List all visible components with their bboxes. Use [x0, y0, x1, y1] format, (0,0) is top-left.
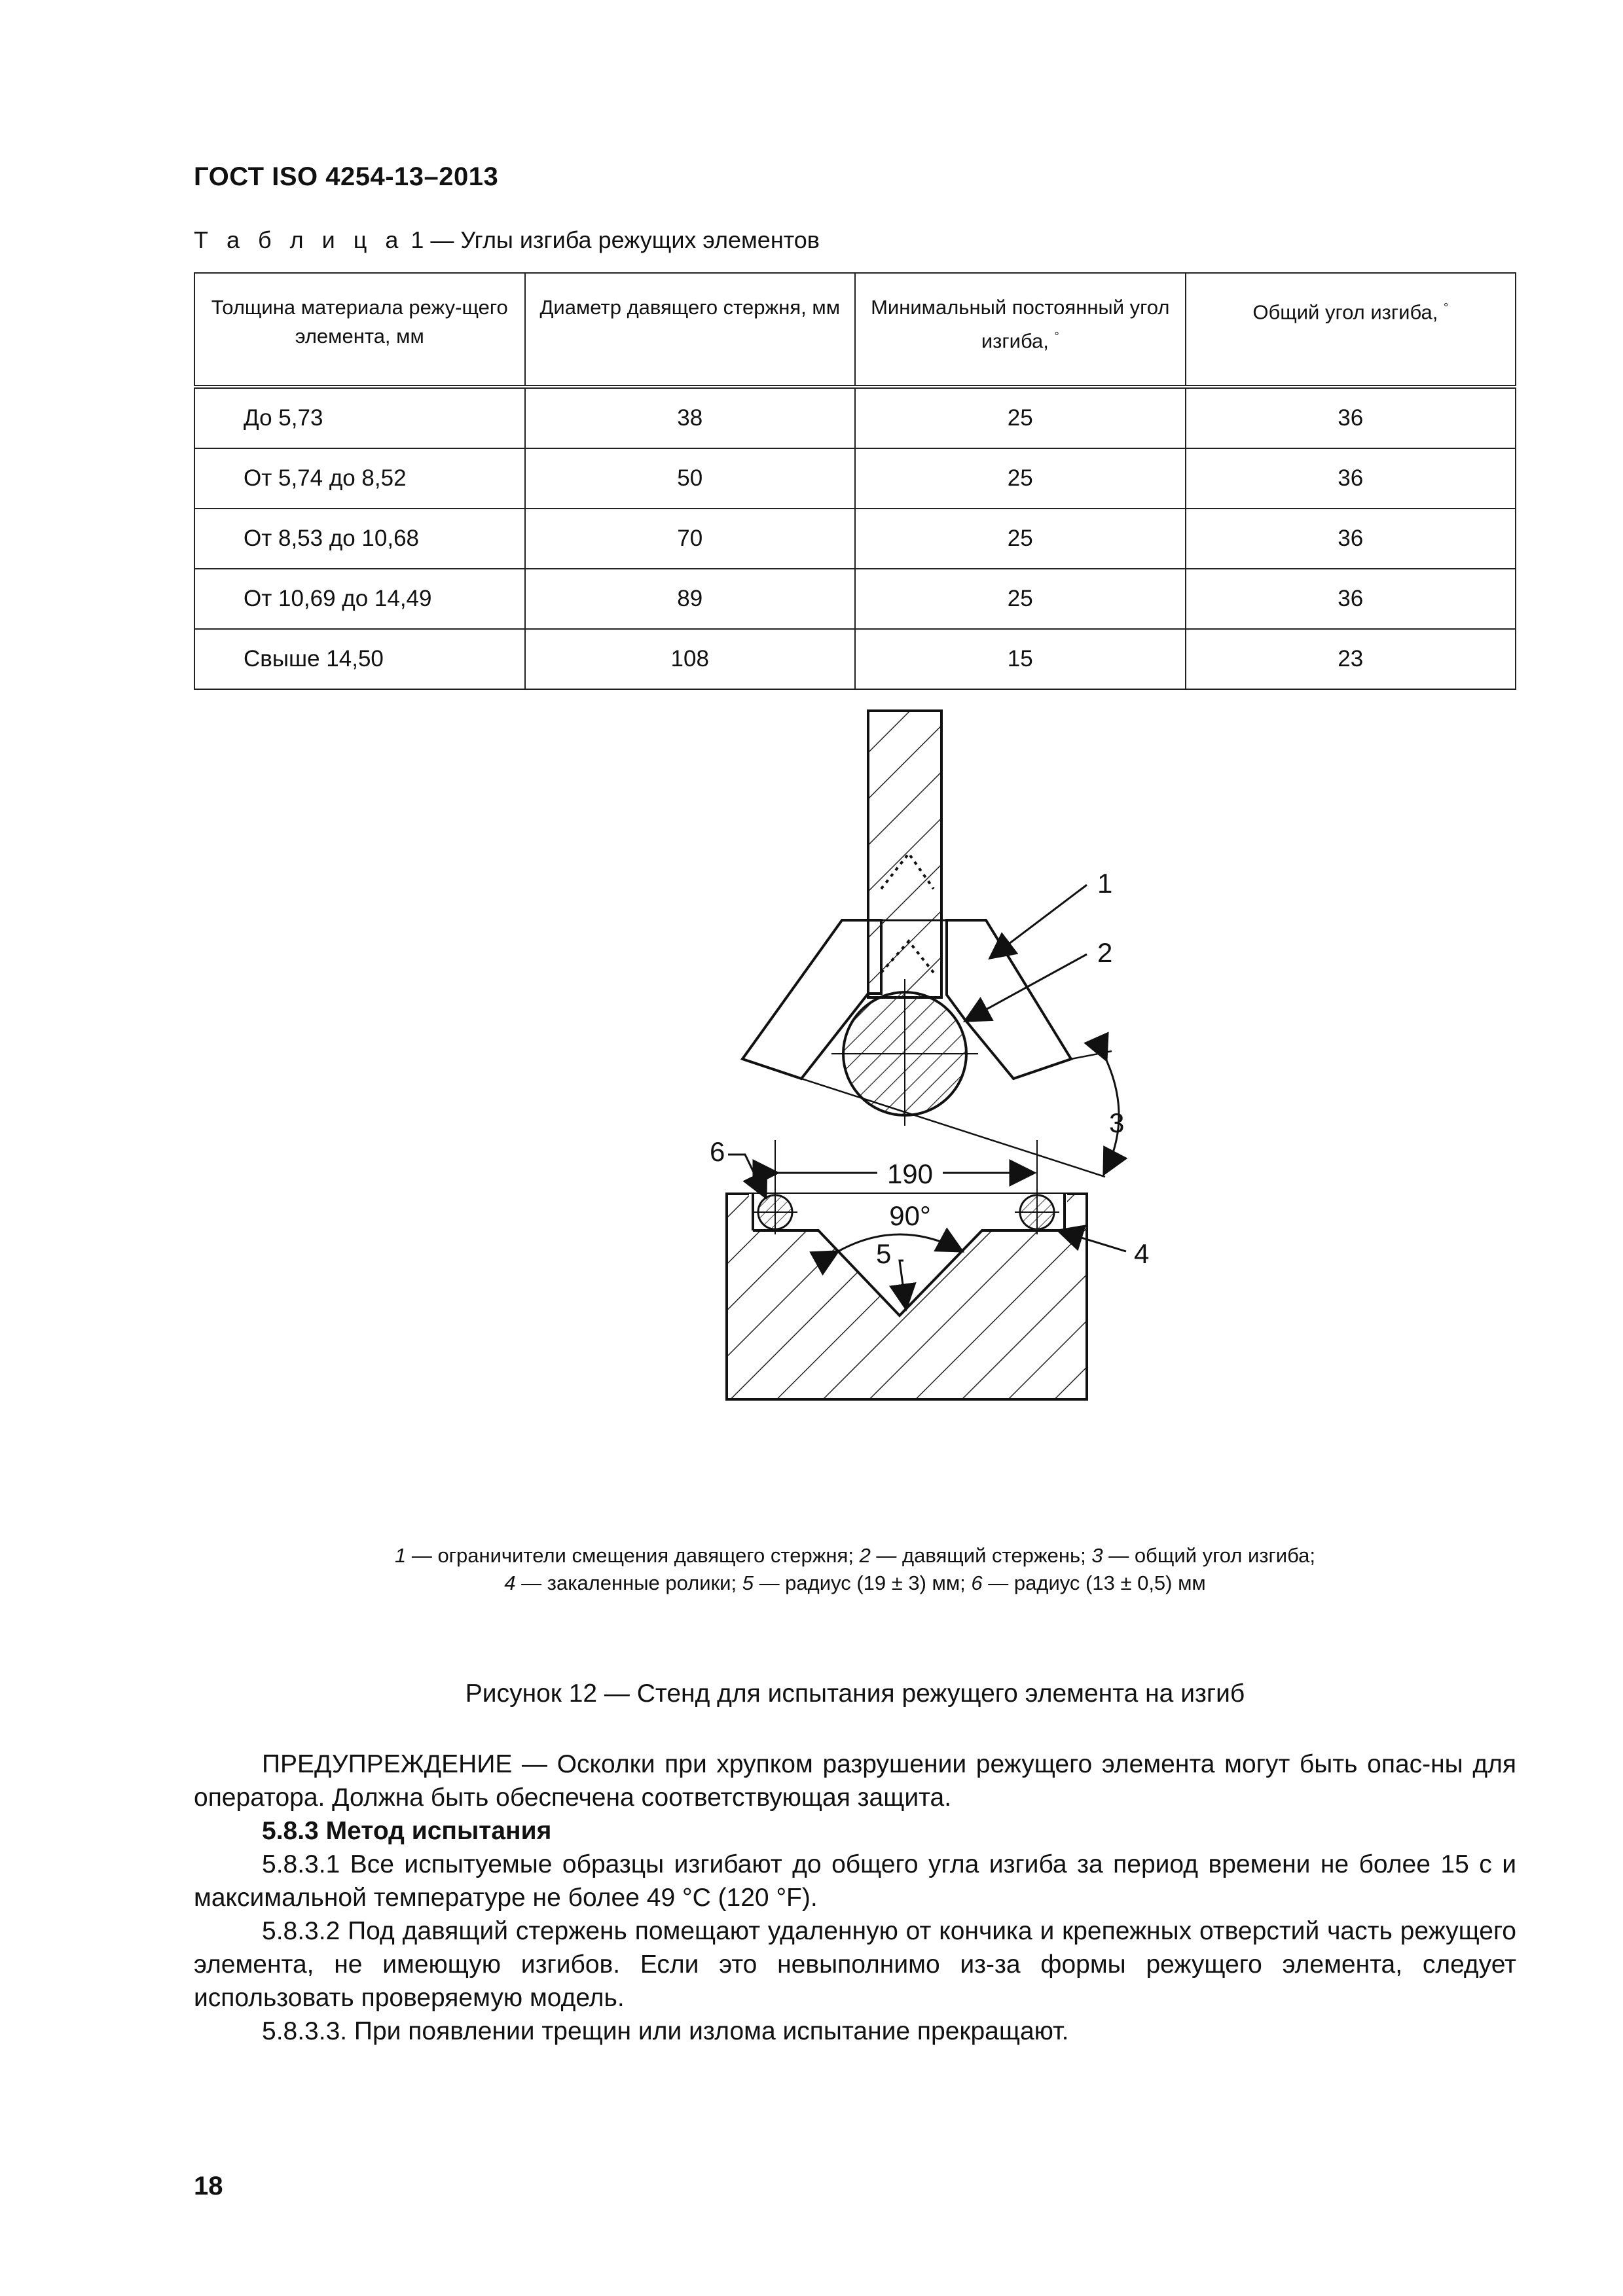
- table-cell: 70: [525, 509, 855, 569]
- pressing-rod: [868, 711, 941, 997]
- header-diameter-text: Диаметр давящего стержня, мм: [539, 296, 841, 319]
- angle-90: 90°: [889, 1200, 931, 1231]
- header-thickness-text: Толщина материала режу-щего элемента, мм: [211, 296, 508, 348]
- table-cell: От 10,69 до 14,49: [194, 569, 525, 629]
- document-code: ГОСТ ISO 4254-13–2013: [194, 162, 499, 191]
- legend-num: 6: [971, 1571, 983, 1594]
- section-heading: [194, 1814, 1516, 1848]
- table-cell: 15: [855, 629, 1186, 689]
- table-cell: 25: [855, 387, 1186, 448]
- legend-num: 1: [394, 1544, 407, 1567]
- table-cell: Свыше 14,50: [194, 629, 525, 689]
- paragraph-5-8-3-3: [194, 2015, 1516, 2048]
- dimension-190: 190: [886, 1158, 934, 1189]
- angle-extension-line: [1071, 1051, 1112, 1059]
- legend-text: — закаленные ролики;: [515, 1571, 742, 1594]
- leader-1: [990, 885, 1087, 958]
- table-cell: 36: [1186, 387, 1516, 448]
- section-heading-text: 5.8.3 Метод испытания: [262, 1817, 552, 1845]
- figure-caption: Рисунок 12 — Стенд для испытания режущего элемента на изгиб: [465, 1679, 1245, 1708]
- figure-legend-line-1: [194, 1542, 1516, 1570]
- table-cell: 36: [1186, 509, 1516, 569]
- legend-text: — ограничители смещения давящего стержня;: [406, 1544, 860, 1567]
- table-caption-text: 1 — Углы изгиба режущих элементов: [404, 226, 820, 253]
- legend-num: 2: [859, 1544, 871, 1567]
- paragraph-text: 5.8.3.2 Под давящий стержень помещают удаленную от кончика и крепежных отверстий часть режущего элемента, не имеющую изгибов. Если это невыполнимо из-за формы режущего элемента, следует использовать проверяемую модель.: [194, 1917, 1516, 2012]
- paragraph-5-8-3-2: [194, 1914, 1516, 2015]
- table-cell: До 5,73: [194, 387, 525, 448]
- table-cell: 36: [1186, 448, 1516, 509]
- callout-5: 5: [876, 1238, 892, 1269]
- paragraph-5-8-3-1: [194, 1848, 1516, 1914]
- header-min-angle-text: Минимальный постоянный угол изгиба,: [871, 296, 1170, 353]
- warning-text: ПРЕДУПРЕЖДЕНИЕ — Осколки при хрупком разрушении режущего элемента могут быть опас-ны для оператора. Должна быть обеспечена соответствующая защита.: [194, 1750, 1516, 1812]
- table-cell: 25: [855, 569, 1186, 629]
- table-cell: 108: [525, 629, 855, 689]
- table-cell: 25: [855, 448, 1186, 509]
- callout-2: 2: [1097, 937, 1113, 968]
- callout-4: 4: [1134, 1238, 1150, 1269]
- table-cell: 89: [525, 569, 855, 629]
- legend-text: — радиус (13 ± 0,5) мм: [982, 1571, 1206, 1594]
- legend-text: — давящий стержень;: [870, 1544, 1092, 1567]
- callout-3: 3: [1109, 1107, 1125, 1138]
- callout-1: 1: [1097, 868, 1113, 899]
- paragraph-text: 5.8.3.3. При появлении трещин или излома испытание прекращают.: [262, 2017, 1069, 2045]
- page-number: 18: [194, 2172, 223, 2200]
- warning-paragraph: [194, 1748, 1516, 1814]
- legend-text: — общий угол изгиба;: [1103, 1544, 1316, 1567]
- legend-num: 4: [504, 1571, 516, 1594]
- header-total-angle-text: Общий угол изгиба,: [1252, 300, 1444, 324]
- table-cell: От 5,74 до 8,52: [194, 448, 525, 509]
- table-cell: 38: [525, 387, 855, 448]
- degree-sign: °: [1444, 301, 1449, 314]
- legend-text: — радиус (19 ± 3) мм;: [753, 1571, 972, 1594]
- table-caption-label: Т а б л и ц а: [194, 226, 405, 253]
- legend-num: 5: [742, 1571, 754, 1594]
- table-cell: От 8,53 до 10,68: [194, 509, 525, 569]
- paragraph-text: 5.8.3.1 Все испытуемые образцы изгибают до общего угла изгиба за период времени не более 15 с и максимальной температуре не более 49 °С (120 °F).: [194, 1850, 1516, 1912]
- callout-6: 6: [710, 1136, 725, 1167]
- degree-sign: °: [1054, 330, 1059, 343]
- table-cell: 25: [855, 509, 1186, 569]
- figure-legend-line-2: [194, 1570, 1516, 1597]
- legend-num: 3: [1091, 1544, 1103, 1567]
- table-cell: 50: [525, 448, 855, 509]
- leader-6: [728, 1155, 766, 1198]
- table-cell: 36: [1186, 569, 1516, 629]
- table-cell: 23: [1186, 629, 1516, 689]
